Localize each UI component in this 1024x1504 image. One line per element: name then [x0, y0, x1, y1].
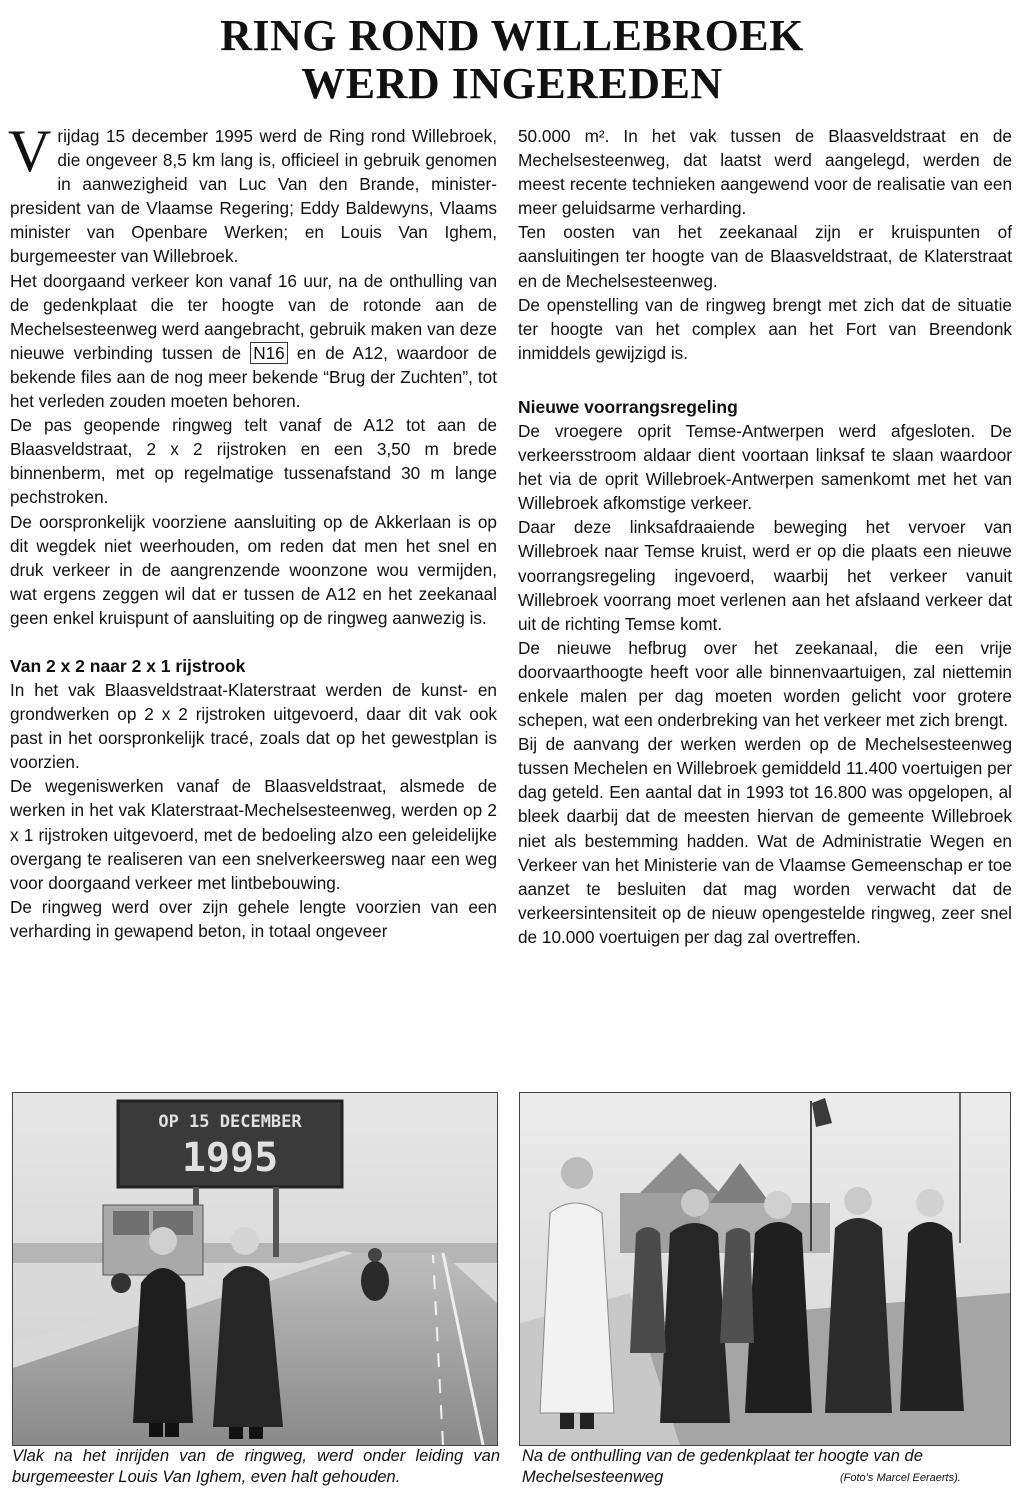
sign-text-line-2: 1995	[181, 1135, 279, 1181]
paragraph-beton: De ringweg werd over zijn gehele lengte voorzien van een verharding in gewapend beton, in totaal ongeveer	[10, 896, 497, 941]
photo-ring-road-sign	[12, 1092, 498, 1446]
paragraph-verkeersintensiteit: Bij de aanvang der werken werden op de Mechelsesteenweg tussen Mechelen en Willebroek gemiddeld 11.400 voertuigen per dag geteld. Een aantal dat in 1993 tot 16.800 was opgelopen, al bleek daarbij dat de meesten hiervan de gemeente Willebroek niet als bestemming hadden. Wat de Administratie Wegen en Verkeer van het Ministerie van de Vlaamse Gemeenschap er toe aanzet te besluiten dat mag worden verwacht dat de verkeersintensiteit op de nieuw opengestelde ringweg, zeer snel de 10.000 voertuigen per dag zal overtreffen.	[518, 734, 1012, 947]
paragraph-oprit: De vroegere oprit Temse-Antwerpen werd afgesloten. De verkeersstroom aldaar dient voortaan linksaf te slaan waardoor het via de oprit Willebroek-Antwerpen samenkomt met het van Willebroek afkomstige verkeer.	[518, 420, 1012, 514]
section-heading-voorrang: Nieuwe voorrangsregeling	[518, 396, 738, 417]
photo-inauguration-image	[520, 1093, 1010, 1445]
paragraph-wegeniswerken: De wegeniswerken vanaf de Blaasveldstraat, alsmede de werken in het vak Klaterstraat-Mechelsesteenweg, werden op 2 x 1 rijstroken uitgevoerd, met de bedoeling alzo een geleidelijke overgang te realiseren van een snelverkeersweg naar een weg voor doorgaand verkeer met lintbebouwing.	[10, 776, 497, 893]
article-title	[0, 12, 1024, 108]
paragraph-lanes: De pas geopende ringweg telt vanaf de A12 tot aan de Blaasveldstraat, 2 x 2 rijstroken en een 3,50 m brede binnenberm, met op regelmatige tussenafstand 30 m lange pechstroken.	[10, 415, 497, 508]
photo-ring-road-image	[13, 1093, 497, 1445]
photo-credit: (Foto’s Marcel Eeraerts).	[840, 1472, 961, 1484]
paragraph-kruispunten: Ten oosten van het zeekanaal zijn er kruispunten of aansluitingen ter hoogte van de Blaasveldstraat, de Klaterstraat en de Mechelsesteenweg.	[518, 222, 1012, 291]
paragraph-voorrangsregeling: Daar deze linksafdraaiende beweging het vervoer van Willebroek naar Temse kruist, werd er op die plaats een nieuwe voorrangsregeling ingevoerd, waarbij het verkeer vanuit Willebroek voorrang moet verlenen aan het afslaand verkeer dat uit de richting Temse komt.	[518, 517, 1012, 634]
intro-text: rijdag 15 december 1995 werd de Ring rond Willebroek, die ongeveer 8,5 km lang is, officieel in gebruik genomen in aanwezigheid van Luc Van den Brande, minister-president van de Vlaamse Regering; Eddy Baldewyns, Vlaams minister van Openbare Werken; en Louis Van Ighem, burgemeester van Willebroek.	[10, 126, 497, 267]
photo2-caption: Na de onthulling van de gedenkplaat ter hoogte van de Mechelsesteenweg	[522, 1447, 923, 1486]
left-column	[8, 118, 497, 943]
section-heading-rijstrook: Van 2 x 2 naar 2 x 1 rijstrook	[10, 655, 246, 676]
photo1-caption: Vlak na het inrijden van de ringweg, werd onder leiding van burgemeester Louis Van Ighem, even halt gehouden.	[12, 1447, 500, 1486]
right-column	[518, 124, 1012, 949]
paragraph-traffic	[10, 269, 497, 414]
paragraph-hefbrug: De nieuwe hefbrug over het zeekanaal, die een vrije doorvaarthoogte heeft voor alle binnenvaartuigen, zal niettemin enkele malen per dag moeten worden gelicht voor grotere schepen, wat een onderbreking van het verkeer met zich brengt.	[518, 637, 1012, 731]
title-line-2: WERD INGEREDEN	[301, 59, 723, 108]
title-line-1: RING ROND WILLEBROEK	[220, 11, 804, 60]
intro-paragraph	[8, 118, 497, 269]
paragraph-klaterstraat: In het vak Blaasveldstraat-Klaterstraat werden de kunst- en grondwerken op 2 x 2 rijstroken uitgevoerd, daar dit vak ook past in het oorspronkelijk tracé, zoals dat op het gewestplan is voorzien.	[10, 679, 497, 773]
paragraph-text: Het doorgaand verkeer kon vanaf 16 uur, na de onthulling van de gedenkplaat die ter hoogte van de rotonde aan de Mechelsesteenweg werd aangebracht, gebruik maken van deze nieuwe verbinding tussen de	[10, 270, 497, 363]
paragraph-akkerlaan: De oorspronkelijk voorziene aansluiting op de Akkerlaan is op dit wegdek niet weerhouden, om reden dat men het snel en druk verkeer in de aangrenzende woonzone wou vermijden, wat ergens zeggen wil dat er tussen de A12 en het zeekanaal geen enkel kruispunt of aansluiting op de ringweg aanwezig is.	[10, 511, 497, 628]
drop-cap: V	[8, 118, 52, 184]
road-n16-label: N16	[250, 342, 288, 364]
paragraph-verharding: 50.000 m². In het vak tussen de Blaasveldstraat en de Mechelsesteenweg, dat laatst werd aangelegd, werden de meest recente technieken aangewend voor de realisatie van een meer geluidsarme verharding.	[518, 126, 1012, 219]
paragraph-text: en de A12, waardoor de bekende files aan de nog meer bekende “Brug der Zuchten”, tot het verleden zouden moeten behoren.	[10, 342, 497, 412]
paragraph-breendonk: De openstelling van de ringweg brengt met zich dat de situatie ter hoogte van het complex aan het Fort van Breendonk inmiddels gewijzigd is.	[518, 294, 1012, 363]
sign-text-line-1: OP 15 DECEMBER	[158, 1112, 302, 1132]
photo-inauguration-walk	[519, 1092, 1011, 1446]
